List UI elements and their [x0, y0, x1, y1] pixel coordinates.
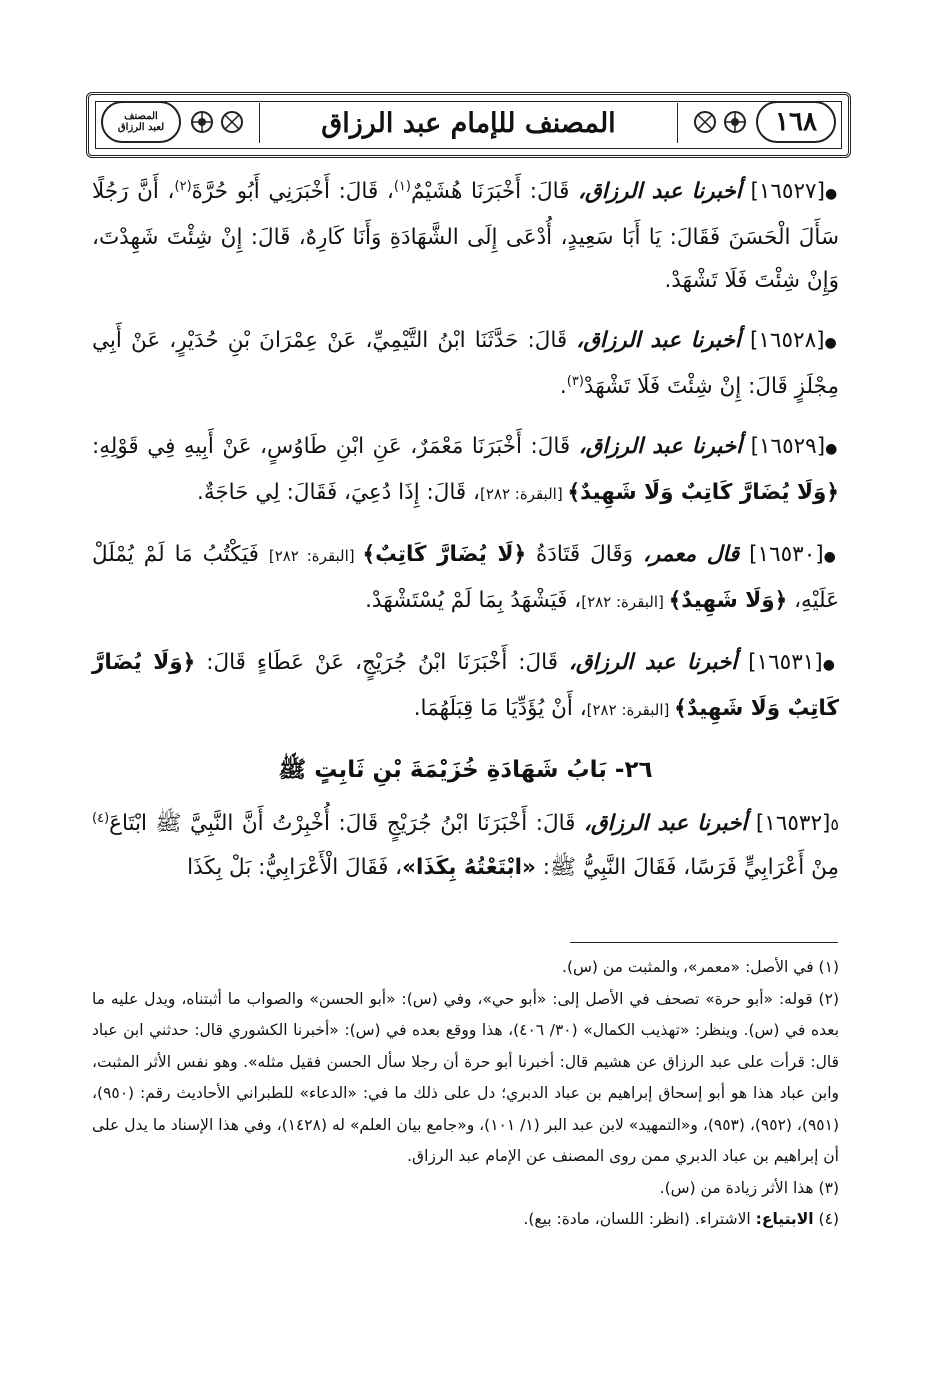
ornament-knot-icon [219, 109, 245, 135]
footnote-label: (٤) [818, 1210, 839, 1228]
footnote-divider [570, 942, 838, 943]
footnote-ref: (٣) [566, 373, 584, 389]
footnote [92, 1204, 839, 1236]
isnad-lead: أخبرنا عبد الرزاق، [576, 328, 741, 353]
text-run: قَالَ: أَخْبَرَنَا هُشَيْمٌ [410, 179, 579, 204]
ornament-knot-icon [692, 109, 718, 135]
verse-reference: [البقرة: ٢٨٢] [581, 593, 669, 611]
quran-verse: ﴿وَلَا يُضَارَّ كَاتِبٌ وَلَا شَهِيدٌ﴾ [567, 480, 839, 505]
text-run: مِنْ أَعْرَابِيٍّ فَرَسًا، فَقَالَ النَّبِيُّ ﷺ: [535, 855, 839, 880]
text-run: ، أَنَّ رَجُلًا سَأَلَ الْحَسَنَ فَقَالَ: يَا أَبَا سَعِيدٍ، أُدْعَى إِلَى الشَّهَادَةِ وَأَنَا كَارِهٌ، قَالَ: إِنْ شِئْتَ شَهِدْتَ، وَإِنْ شِئْتَ فَلَا تَشْهَدْ. [92, 179, 839, 293]
footnote-ref: (٤) [92, 810, 110, 826]
isnad-lead: أخبرنا عبد الرزاق، [578, 179, 742, 204]
text-run: قَالَ: أَخْبَرَنَا ابْنُ جُرَيْجٍ، عَنْ عَطَاءٍ قَالَ: [195, 650, 569, 675]
ornament-knot-icon [722, 109, 748, 135]
entry-marker: ● [824, 186, 839, 202]
footnote-text: قوله: «أبو حرة» تصحف في الأصل إلى: «أبو حي»، وفي (س): «أبو الحسن» والصواب ما أثبتناه، ويدل عليه ما بعده في (س). وينظر: «تهذيب الكمال» (٣٠/ ٤٠٦)، هذا ووقع بعده في (س): «أخبرنا الكشوري قال: حدثني ابن عباد قال: قرأت على عبد الرزاق عن هشيم قال: أخبرنا أبو حرة أن رجلا سأل الحسن فقيل مثله». وهو نفس الأثر المثبت، وابن عباد هذا هو أبو إسحاق إبراهيم بن عباد الدبري؛ دل على ذلك ما في: «الدعاء» للطبراني الأحاديث رقم: (٩٥٠)، (٩٥١)، (٩٥٢)، (٩٥٣)، و«التمهيد» لابن عبد البر (١/ ١٠١)، و«جامع بيان العلم» له (١٤٢٨)، وفي هذا الإسناد ما يدل على أن إبراهيم بن عباد الدبري ممن روى المصنف عن الإمام عبد الرزاق. [92, 989, 840, 1165]
hadith-paragraph [92, 425, 839, 516]
emblem-line-1: المصنف [124, 111, 158, 122]
quran-verse: ﴿وَلَا يُضَارَّ كَاتِبٌ وَلَا شَهِيدٌ﴾ [92, 650, 839, 721]
verse-reference: [البقرة: ٢٨٢] [268, 547, 363, 565]
footnote-label: (٢) [818, 989, 839, 1008]
text-run: فَيَكْتُبُ مَا لَمْ يُمْلَلْ عَلَيْهِ، [92, 542, 839, 613]
footnote-text: في الأصل: «معمر»، والمثبت من (س). [562, 958, 814, 976]
entry-number: [١٦٥٣٢] [755, 811, 831, 836]
entry-marker: ٥ [830, 815, 839, 834]
isnad-lead: أخبرنا عبد الرزاق، [583, 811, 748, 836]
footnotes [92, 952, 839, 1236]
entry-number: [١٦٥٣٠] [749, 542, 824, 567]
text-run: . [559, 374, 567, 399]
isnad-lead: أخبرنا عبد الرزاق، [568, 650, 738, 675]
footnote-text: الاشتراء. (انظر: اللسان، مادة: بيع). [523, 1210, 756, 1228]
footnote-ref: (٢) [174, 178, 192, 194]
isnad-lead: أخبرنا عبد الرزاق، [578, 434, 743, 459]
text-run: ، قَالَ: أَخْبَرَنِي أَبُو حُرَّةَ [191, 179, 394, 204]
entry-marker: ● [822, 657, 840, 673]
emblem-line-2: لعبد الرزاق [117, 122, 165, 133]
quran-verse: ﴿لَا يُضَارَّ كَاتِبٌ﴾ [362, 542, 527, 567]
page-number-cartouche [756, 101, 836, 143]
footnote-keyword: الابتياع: [755, 1210, 814, 1228]
isnad-lead: قال معمر، [642, 542, 740, 567]
text-run: وَقَالَ قَتَادَةُ [526, 542, 643, 567]
page-header [86, 92, 851, 158]
hadith-paragraph-last [92, 802, 839, 889]
text-run: ، أَنْ يُؤَدِّيَا مَا قِبَلَهُمَا. [413, 696, 587, 721]
page-number: ١٦٨ [775, 107, 817, 137]
book-emblem [118, 111, 164, 133]
running-title: المصنف للإمام عبد الرزاق [259, 103, 678, 143]
entry-number: [١٦٥٣١] [748, 650, 823, 675]
ornament-knot-icon [189, 109, 215, 135]
footnote-label: (١) [818, 958, 839, 976]
entry-number: [١٦٥٢٩] [750, 434, 826, 459]
footnote [92, 952, 839, 984]
footnote-text: هذا الأثر زيادة من (س). [659, 1178, 814, 1197]
footnote-ref: (١) [393, 178, 411, 194]
verse-reference: [البقرة: ٢٨٢] [586, 701, 675, 719]
hadith-paragraph [92, 533, 839, 624]
emblem-cartouche [101, 101, 181, 143]
footnote [92, 984, 839, 1173]
quran-verse: ﴿وَلَا شَهِيدٌ﴾ [668, 588, 788, 613]
text-run: قَالَ: أَخْبَرَنَا مَعْمَرٌ، عَنِ ابْنِ طَاوُسٍ، عَنْ أَبِيهِ فِي قَوْلِهِ: [92, 434, 579, 459]
text-run: ، قَالَ: إِذَا دُعِيَ، فَقَالَ: لِي حَاجَةٌ. [197, 480, 480, 505]
text-run: قَالَ: حَدَّثَنَا ابْنُ التَّيْمِيِّ، عَنْ عِمْرَانَ بْنِ حُدَيْرٍ، عَنْ أَبِي مِجْلَزٍ قَالَ: إِنْ شِئْتَ فَلَا تَشْهَدْ [92, 328, 839, 399]
hadith-paragraph [92, 319, 839, 408]
footnote-label: (٣) [818, 1178, 839, 1197]
hadith-paragraph [92, 641, 839, 732]
verse-reference: [البقرة: ٢٨٢] [479, 485, 568, 503]
entry-marker: ● [823, 549, 839, 565]
entry-number: [١٦٥٢٨] [749, 328, 825, 353]
entry-marker: ● [824, 335, 839, 351]
hadith-paragraph [92, 170, 839, 302]
text-run: قَالَ: أَخْبَرَنَا ابْنُ جُرَيْجٍ قَالَ: أُخْبِرْتُ أَنَّ النَّبِيَّ ﷺ ابْتَاعَ [109, 811, 584, 836]
entry-number: [١٦٥٢٧] [750, 179, 825, 204]
chapter-heading: ٢٦- بَابُ شَهَادَةِ خُزَيْمَةَ بْنِ ثَابِتٍ ﷺ [278, 757, 653, 783]
text-run: ، فَقَالَ الْأَعْرَابِيُّ: بَلْ بِكَذَا [187, 855, 403, 880]
text-run: ، فَيَشْهَدُ بِمَا لَمْ يُسْتَشْهَدْ. [365, 588, 582, 613]
prophetic-quote: «ابْتَعْتُهُ بِكَذَا» [402, 855, 536, 880]
entry-marker: ● [825, 441, 839, 457]
footnote [92, 1173, 839, 1205]
main-text [92, 170, 839, 899]
